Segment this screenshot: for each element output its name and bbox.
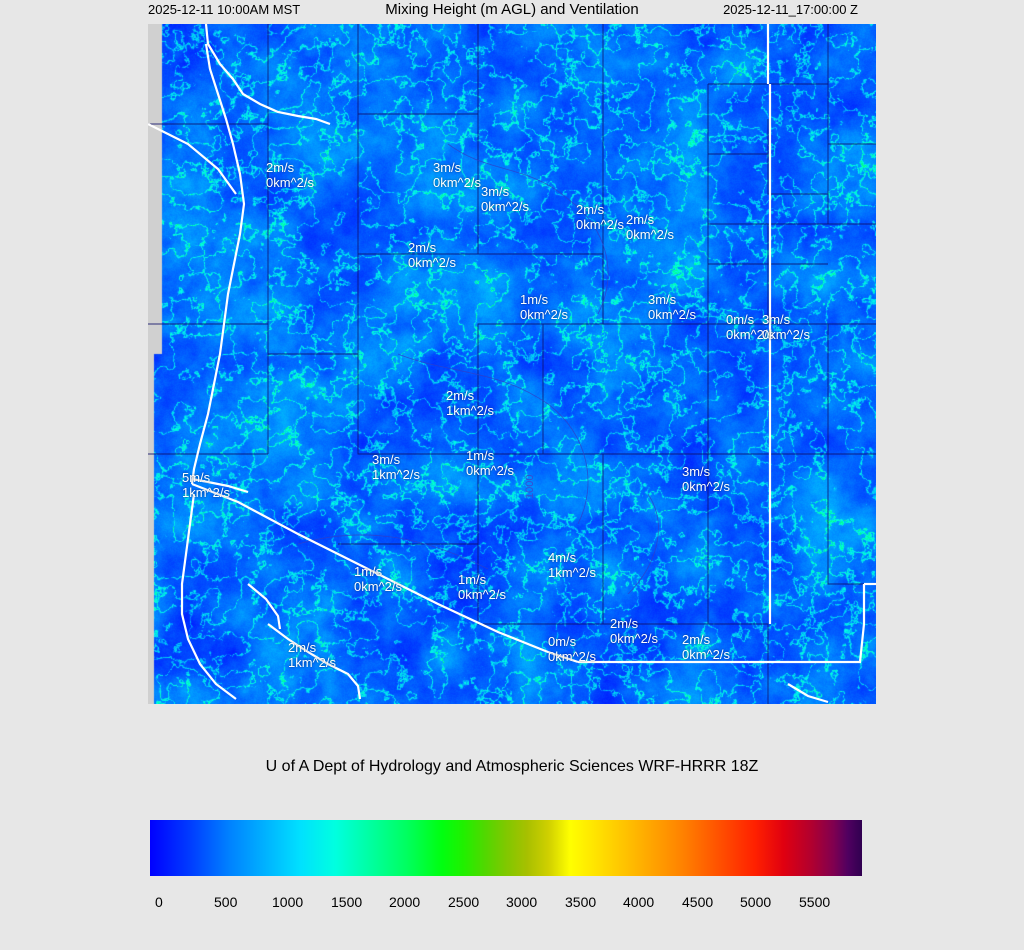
page-title: Mixing Height (m AGL) and Ventilation — [385, 1, 639, 18]
wind-speed-value: 3m/s — [648, 292, 677, 307]
wind-ventilation-label — [626, 212, 674, 242]
ventilation-value: 0km^2/s — [266, 175, 315, 190]
wind-speed-value: 3m/s — [372, 452, 401, 467]
wind-speed-value: 1m/s — [466, 448, 495, 463]
colorbar-tick: 2000 — [389, 894, 421, 910]
ventilation-value: 0km^2/s — [726, 327, 775, 342]
colorbar-tick: 1500 — [331, 894, 363, 910]
wind-ventilation-label — [372, 452, 420, 482]
colorbar-tick: 500 — [214, 894, 238, 910]
ventilation-value: 0km^2/s — [682, 479, 731, 494]
wind-speed-value: 2m/s — [682, 632, 711, 647]
wind-ventilation-label — [466, 448, 514, 478]
wind-ventilation-label — [576, 202, 624, 232]
wind-ventilation-label — [266, 160, 314, 190]
ventilation-value: 0km^2/s — [610, 631, 659, 646]
ventilation-value: 0km^2/s — [520, 307, 569, 322]
wind-ventilation-label — [548, 550, 596, 580]
ventilation-value: 0km^2/s — [762, 327, 811, 342]
wind-ventilation-label — [520, 292, 568, 322]
colorbar-tick: 4500 — [682, 894, 714, 910]
colorbar-tick-labels — [150, 894, 890, 914]
colorbar-tick: 5500 — [799, 894, 831, 910]
colorbar-tick: 3000 — [506, 894, 538, 910]
colorbar-tick: 0 — [155, 894, 163, 910]
ventilation-value: 0km^2/s — [682, 647, 731, 662]
wind-speed-value: 3m/s — [433, 160, 462, 175]
wind-speed-value: 2m/s — [626, 212, 655, 227]
wind-ventilation-label — [446, 388, 494, 418]
wind-speed-value: 0m/s — [726, 312, 755, 327]
wind-ventilation-label — [182, 470, 230, 500]
ventilation-value: 0km^2/s — [481, 199, 530, 214]
wind-speed-value: 2m/s — [446, 388, 475, 403]
wind-speed-value: 2m/s — [408, 240, 437, 255]
wind-ventilation-label — [648, 292, 696, 322]
wind-ventilation-label — [762, 312, 810, 342]
wind-speed-value: 2m/s — [288, 640, 317, 655]
ventilation-value: 1km^2/s — [288, 655, 337, 670]
ventilation-value: 1km^2/s — [548, 565, 597, 580]
ventilation-value: 0km^2/s — [408, 255, 457, 270]
ventilation-value: 1km^2/s — [446, 403, 495, 418]
wind-speed-value: 1m/s — [458, 572, 487, 587]
wind-speed-value: 1m/s — [520, 292, 549, 307]
colorbar-tick: 3500 — [565, 894, 597, 910]
ventilation-value: 1km^2/s — [372, 467, 421, 482]
header-valid-local-time: 2025-12-11 10:00AM MST — [148, 2, 301, 17]
map-vector-overlay — [148, 24, 876, 704]
wind-speed-value: 2m/s — [576, 202, 605, 217]
wind-speed-value: 2m/s — [610, 616, 639, 631]
colorbar-tick: 2500 — [448, 894, 480, 910]
colorbar-tick: 5000 — [740, 894, 772, 910]
ventilation-value: 0km^2/s — [648, 307, 697, 322]
wind-speed-value: 2m/s — [266, 160, 295, 175]
colorbar-tick: 4000 — [623, 894, 655, 910]
wind-speed-value: 3m/s — [762, 312, 791, 327]
wind-ventilation-label — [288, 640, 336, 670]
ventilation-value: 0km^2/s — [458, 587, 507, 602]
wind-speed-value: 4m/s — [548, 550, 577, 565]
map-panel[interactable] — [148, 24, 876, 704]
wind-ventilation-label — [481, 184, 529, 214]
wind-speed-value: 1m/s — [354, 564, 383, 579]
ventilation-value: 0km^2/s — [354, 579, 403, 594]
ventilation-value: 0km^2/s — [548, 649, 597, 664]
colorbar-tick: 1000 — [272, 894, 304, 910]
ventilation-value: 0km^2/s — [466, 463, 515, 478]
wind-ventilation-label — [458, 572, 506, 602]
ventilation-value: 0km^2/s — [433, 175, 482, 190]
ventilation-value: 0km^2/s — [576, 217, 625, 232]
wind-speed-value: 3m/s — [682, 464, 711, 479]
wind-ventilation-label — [354, 564, 402, 594]
wind-ventilation-label — [610, 616, 658, 646]
wind-ventilation-label — [433, 160, 481, 190]
wind-ventilation-label — [408, 240, 456, 270]
ventilation-value: 1km^2/s — [182, 485, 231, 500]
header-valid-utc-time: 2025-12-11_17:00:00 Z — [723, 2, 858, 17]
wind-speed-value: 0m/s — [548, 634, 577, 649]
ventilation-value: 0km^2/s — [626, 227, 675, 242]
contour-label: 1000 — [524, 474, 536, 499]
wind-ventilation-label — [682, 632, 730, 662]
wind-speed-value: 5m/s — [182, 470, 211, 485]
colorbar — [150, 820, 862, 876]
model-caption: U of A Dept of Hydrology and Atmospheric Sciences WRF-HRRR 18Z — [265, 758, 759, 775]
wind-ventilation-label — [682, 464, 730, 494]
wind-ventilation-label — [548, 634, 596, 664]
wind-speed-value: 3m/s — [481, 184, 510, 199]
